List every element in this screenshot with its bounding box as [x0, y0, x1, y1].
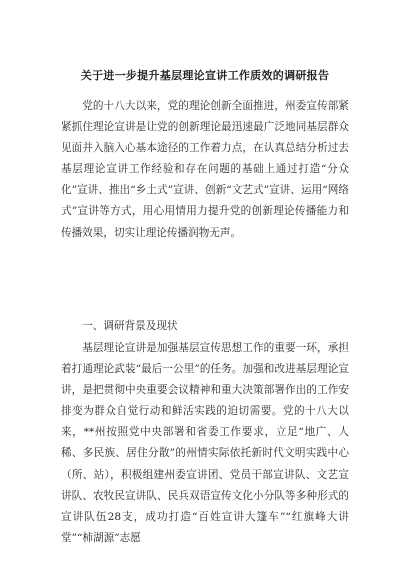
intro-section	[61, 96, 349, 244]
intro-paragraph: 党的十八大以来，党的理论创新全面推进，州委宣传部紧紧抓住理论宣讲是让党的创新理论最迅速最广泛地同基层群众见面并入脑入心基本途径的工作着力点，在认真总结分析过去基层理论宣讲工作经验和存在问题的基础上通过打造“分众化”宣讲、推出“乡土式”宣讲、创新“文艺式”宣讲、运用“网络式”宣讲等方式，用心用情用力提升党的创新理论传播能力和传播效果，切实让理论传播润物无声。	[61, 100, 349, 239]
document-title: 关于进一步提升基层理论宣讲工作质效的调研报告	[80, 69, 330, 82]
section-paragraph: 基层理论宣讲是加强基层宣传思想工作的重要一环，承担着打通理论武装“最后一公里”的任务。加强和改进基层理论宣讲，是把贯彻中央重要会议精神和重大决策部署作出的工作安排变为群众自觉行动和鲜活实践的迫切需要。党的十八大以来，**州按照党中央部署和省委工作要求，立足“地广、人稀、多民族、居住分散”的州情实际依托新时代文明实践中心（所、站），积极组建州委宣讲团、党员干部宣讲队、文艺宣讲队、农牧民宣讲队、民兵双语宣传文化小分队等多种形式的宣讲队伍28支，成功打造“百姓宣讲大篷车”“红旗峰大讲堂”“柿湖源”志愿	[61, 342, 349, 544]
section-heading: 一、调研背景及现状	[82, 320, 178, 332]
section-body	[61, 338, 349, 549]
section-heading-block	[61, 316, 349, 337]
